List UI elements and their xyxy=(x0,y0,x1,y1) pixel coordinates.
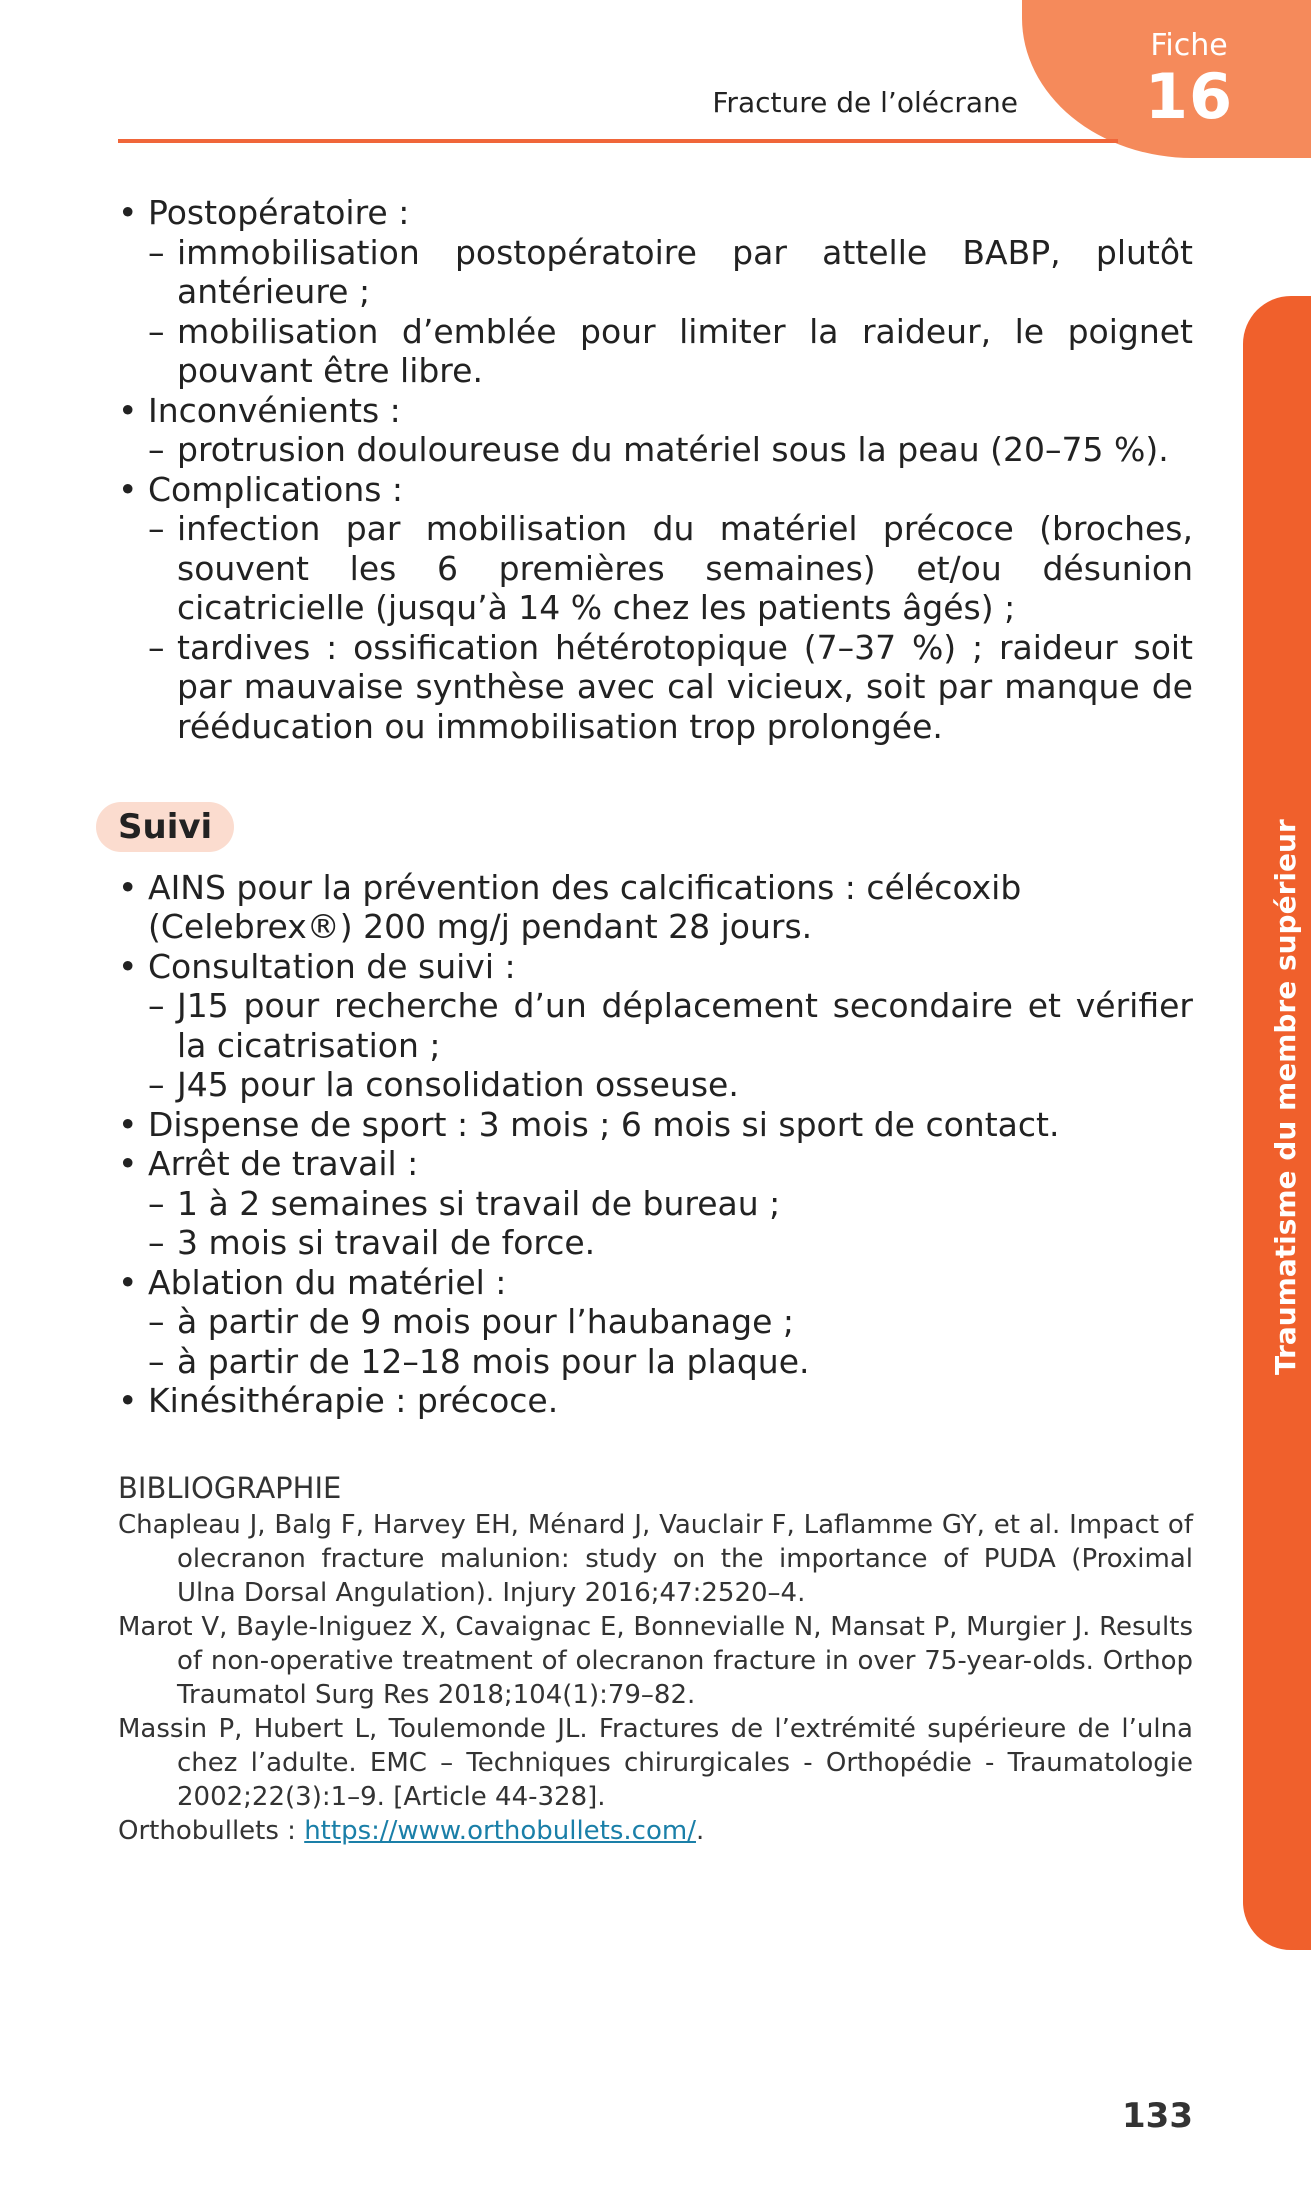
dash-item-text: tardives : ossification hétérotopique (7–37 %) ; raideur soit par mauvaise synthèse avec cal vicieux, soit par manque de rééducation ou immobilisation trop prolongée. xyxy=(177,627,1193,746)
bullet-item xyxy=(118,947,1193,1105)
header-rule xyxy=(118,139,1118,143)
running-header-title: Fracture de l’olécrane xyxy=(712,86,1018,119)
dash-item: – 3 mois si travail de force. xyxy=(148,1223,596,1262)
bullet-label: • Dispense de sport : 3 mois ; 6 mois si sport de contact. xyxy=(118,1105,1193,1145)
dash-item: – 1 à 2 semaines si travail de bureau ; xyxy=(148,1183,781,1223)
bullet-label: • Kinésithérapie : précoce. xyxy=(118,1381,1193,1421)
page-content xyxy=(118,193,1193,1421)
dash-item: – à partir de 12–18 mois pour la plaque. xyxy=(148,1341,810,1381)
bullet-item xyxy=(118,1381,1193,1421)
dash-item: – protrusion douloureuse du matériel sous la peau (20–75 %). xyxy=(148,430,1169,469)
bullet-label: • AINS pour la prévention des calcifications : célécoxib (Celebrex®) 200 mg/j pendant 28 jours. xyxy=(118,868,1193,947)
bullet-item xyxy=(118,868,1193,947)
dash-item-text: J45 pour la consolidation osseuse. xyxy=(177,1065,739,1104)
section-title-suivi: Suivi xyxy=(96,802,234,852)
dash-item-text: 3 mois si travail de force. xyxy=(177,1223,596,1262)
bullet-item xyxy=(118,391,1193,470)
dash-item-text: J15 pour recherche d’un déplacement secondaire et vérifier la cicatrisation ; xyxy=(177,986,1193,1065)
bibliography-heading: BIBLIOGRAPHIE xyxy=(118,1471,342,1505)
bullet-item xyxy=(118,1144,1193,1263)
bibliography-ref: Chapleau J, Balg F, Harvey EH, Ménard J, Vauclair F, Laflamme GY, et al. Impact of olecranon fracture malunion: study on the importance of PUDA (Proximal Ulna Dorsal Angulation). Injury 2016;47:2520–4. xyxy=(118,1510,1193,1608)
dash-item-text: infection par mobilisation du matériel précoce (broches, souvent les 6 premières semaines) et/ou désunion cicatricielle (jusqu’à 14 % chez les patients âgés) ; xyxy=(177,509,1193,627)
bullet-label: • Arrêt de travail : xyxy=(118,1144,1193,1184)
bibliography-ref: Marot V, Bayle-Iniguez X, Cavaignac E, Bonnevialle N, Mansat P, Murgier J. Results of non-operative treatment of olecranon fracture in over 75-year-olds. Orthop Traumatol Surg Res 2018;104(1):79–82. xyxy=(118,1612,1193,1710)
section-suivi xyxy=(118,802,1193,1421)
dash-item: – immobilisation postopératoire par attelle BABP, plutôt antérieure ; xyxy=(148,232,1193,311)
dash-item: – à partir de 9 mois pour l’haubanage ; xyxy=(148,1302,795,1341)
dash-item: – tardives : ossification hétérotopique (7–37 %) ; raideur soit par mauvaise synthèse avec cal vicieux, soit par manque de rééducation ou immobilisation trop prolongée. xyxy=(148,627,1193,746)
dash-item-text: 1 à 2 semaines si travail de bureau ; xyxy=(177,1183,781,1223)
dash-item-text: à partir de 12–18 mois pour la plaque. xyxy=(177,1341,810,1381)
bibliography-ref: Massin P, Hubert L, Toulemonde JL. Fractures de l’extrémité supérieure de l’ulna chez l’adulte. EMC – Techniques chirurgicales - Orthopédie - Traumatologie 2002;22(3):1–9. [Article 44-328]. xyxy=(118,1714,1193,1812)
link-suffix: . xyxy=(695,1816,705,1846)
bullet-label: • Postopératoire : xyxy=(118,193,1193,233)
bullet-label: • Ablation du matériel : xyxy=(118,1263,1193,1303)
orthobullets-link[interactable]: https://www.orthobullets.com/ xyxy=(304,1816,696,1846)
dash-item: – mobilisation d’emblée pour limiter la raideur, le poignet pouvant être libre. xyxy=(148,311,1193,390)
page-number: 133 xyxy=(1122,2096,1193,2136)
dash-item-text: à partir de 9 mois pour l’haubanage ; xyxy=(177,1302,795,1341)
dash-item-text: protrusion douloureuse du matériel sous la peau (20–75 %). xyxy=(177,430,1169,469)
bullet-label: • Consultation de suivi : xyxy=(118,947,1193,987)
bullet-label: • Complications : xyxy=(118,470,1193,510)
dash-item: – J15 pour recherche d’un déplacement secondaire et vérifier la cicatrisation ; xyxy=(148,986,1193,1065)
bullet-label: • Inconvénients : xyxy=(118,391,1193,431)
fiche-label: Fiche xyxy=(1150,28,1228,63)
chapter-side-tab-label: Traumatisme du membre supérieur xyxy=(1269,819,1302,1375)
section-postop xyxy=(118,193,1193,746)
link-prefix: Orthobullets : xyxy=(118,1816,305,1846)
bullet-item xyxy=(118,193,1193,391)
dash-item-text: mobilisation d’emblée pour limiter la raideur, le poignet pouvant être libre. xyxy=(177,311,1193,390)
bibliography xyxy=(118,1468,1193,1848)
dash-item-text: immobilisation postopératoire par attelle BABP, plutôt antérieure ; xyxy=(177,232,1193,311)
dash-item: – J45 pour la consolidation osseuse. xyxy=(148,1065,739,1104)
bullet-item xyxy=(118,470,1193,747)
fiche-number: 16 xyxy=(1144,60,1234,133)
dash-item: – infection par mobilisation du matériel précoce (broches, souvent les 6 premières semaines) et/ou désunion cicatricielle (jusqu’à 14 % chez les patients âgés) ; xyxy=(148,509,1193,627)
bibliography-ref-link xyxy=(118,1814,1193,1848)
bullet-item xyxy=(118,1263,1193,1382)
bullet-item xyxy=(118,1105,1193,1145)
